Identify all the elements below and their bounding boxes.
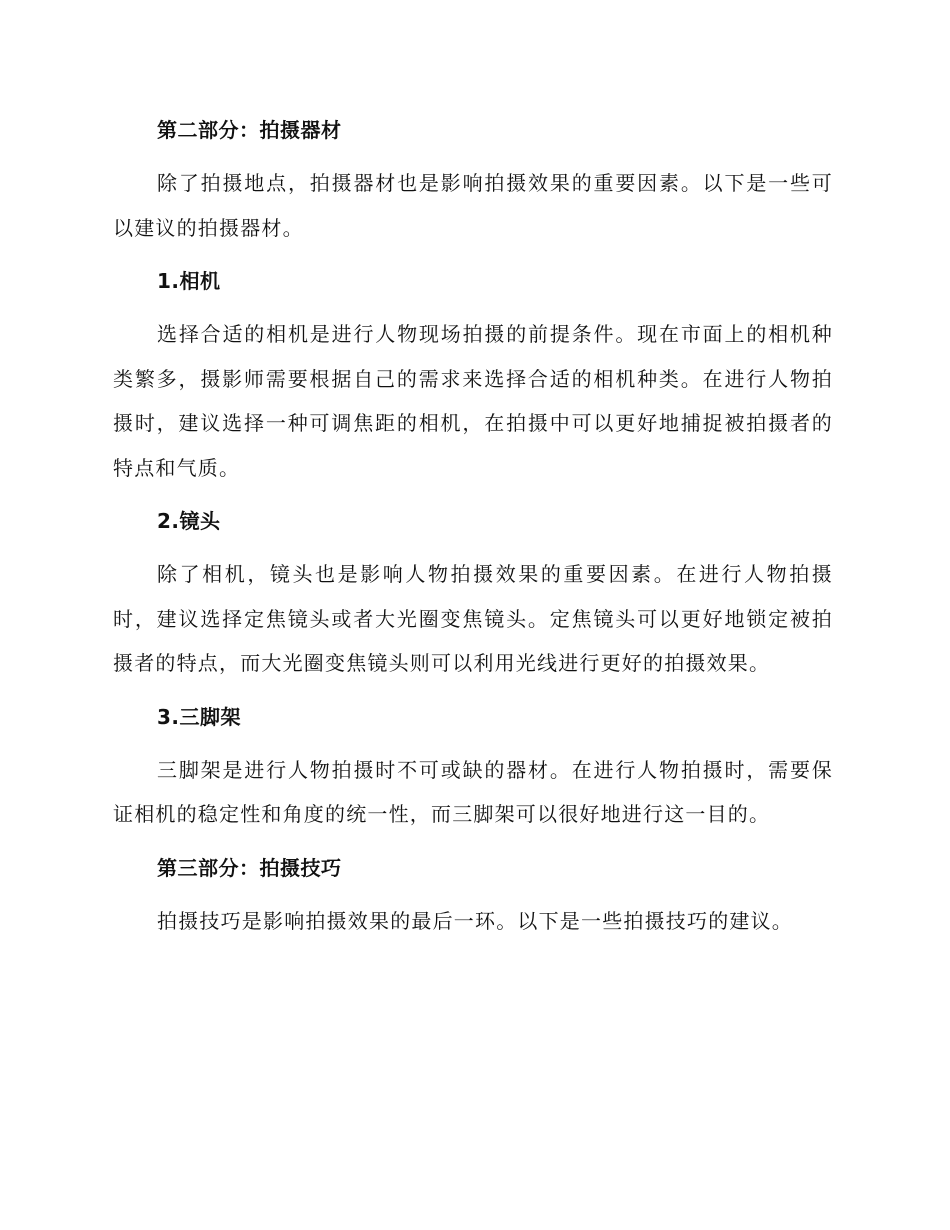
subheading-lens: 2.镜头 <box>157 509 221 533</box>
subheading-tripod: 3.三脚架 <box>157 704 242 729</box>
paragraph-tripod: 三脚架是进行人物拍摄时不可或缺的器材。在进行人物拍摄时，需要保证相机的稳定性和角度的统一性，而三脚架可以很好地进行这一目的。 <box>113 757 833 826</box>
section-heading-techniques: 第三部分：拍摄技巧 <box>157 855 342 880</box>
paragraph-camera: 选择合适的相机是进行人物现场拍摄的前提条件。现在市面上的相机种类繁多，摄影师需要根据自己的需求来选择合适的相机种类。在进行人物拍摄时，建议选择一种可调焦距的相机，在拍摄中可以更好地捕捉被拍摄者的特点和气质。 <box>113 322 833 480</box>
paragraph-techniques-intro: 拍摄技巧是影响拍摄效果的最后一环。以下是一些拍摄技巧的建议。 <box>157 908 793 933</box>
section-heading-equipment: 第二部分：拍摄器材 <box>157 118 342 142</box>
paragraph-equipment-intro: 除了拍摄地点，拍摄器材也是影响拍摄效果的重要因素。以下是一些可以建议的拍摄器材。 <box>113 171 833 240</box>
paragraph-lens: 除了相机，镜头也是影响人物拍摄效果的重要因素。在进行人物拍摄时，建议选择定焦镜头或者大光圈变焦镜头。定焦镜头可以更好地锁定被拍摄者的特点，而大光圈变焦镜头则可以利用光线进行更好的拍摄效果。 <box>113 562 833 675</box>
subheading-camera: 1.相机 <box>157 269 221 293</box>
document-body <box>113 108 833 952</box>
